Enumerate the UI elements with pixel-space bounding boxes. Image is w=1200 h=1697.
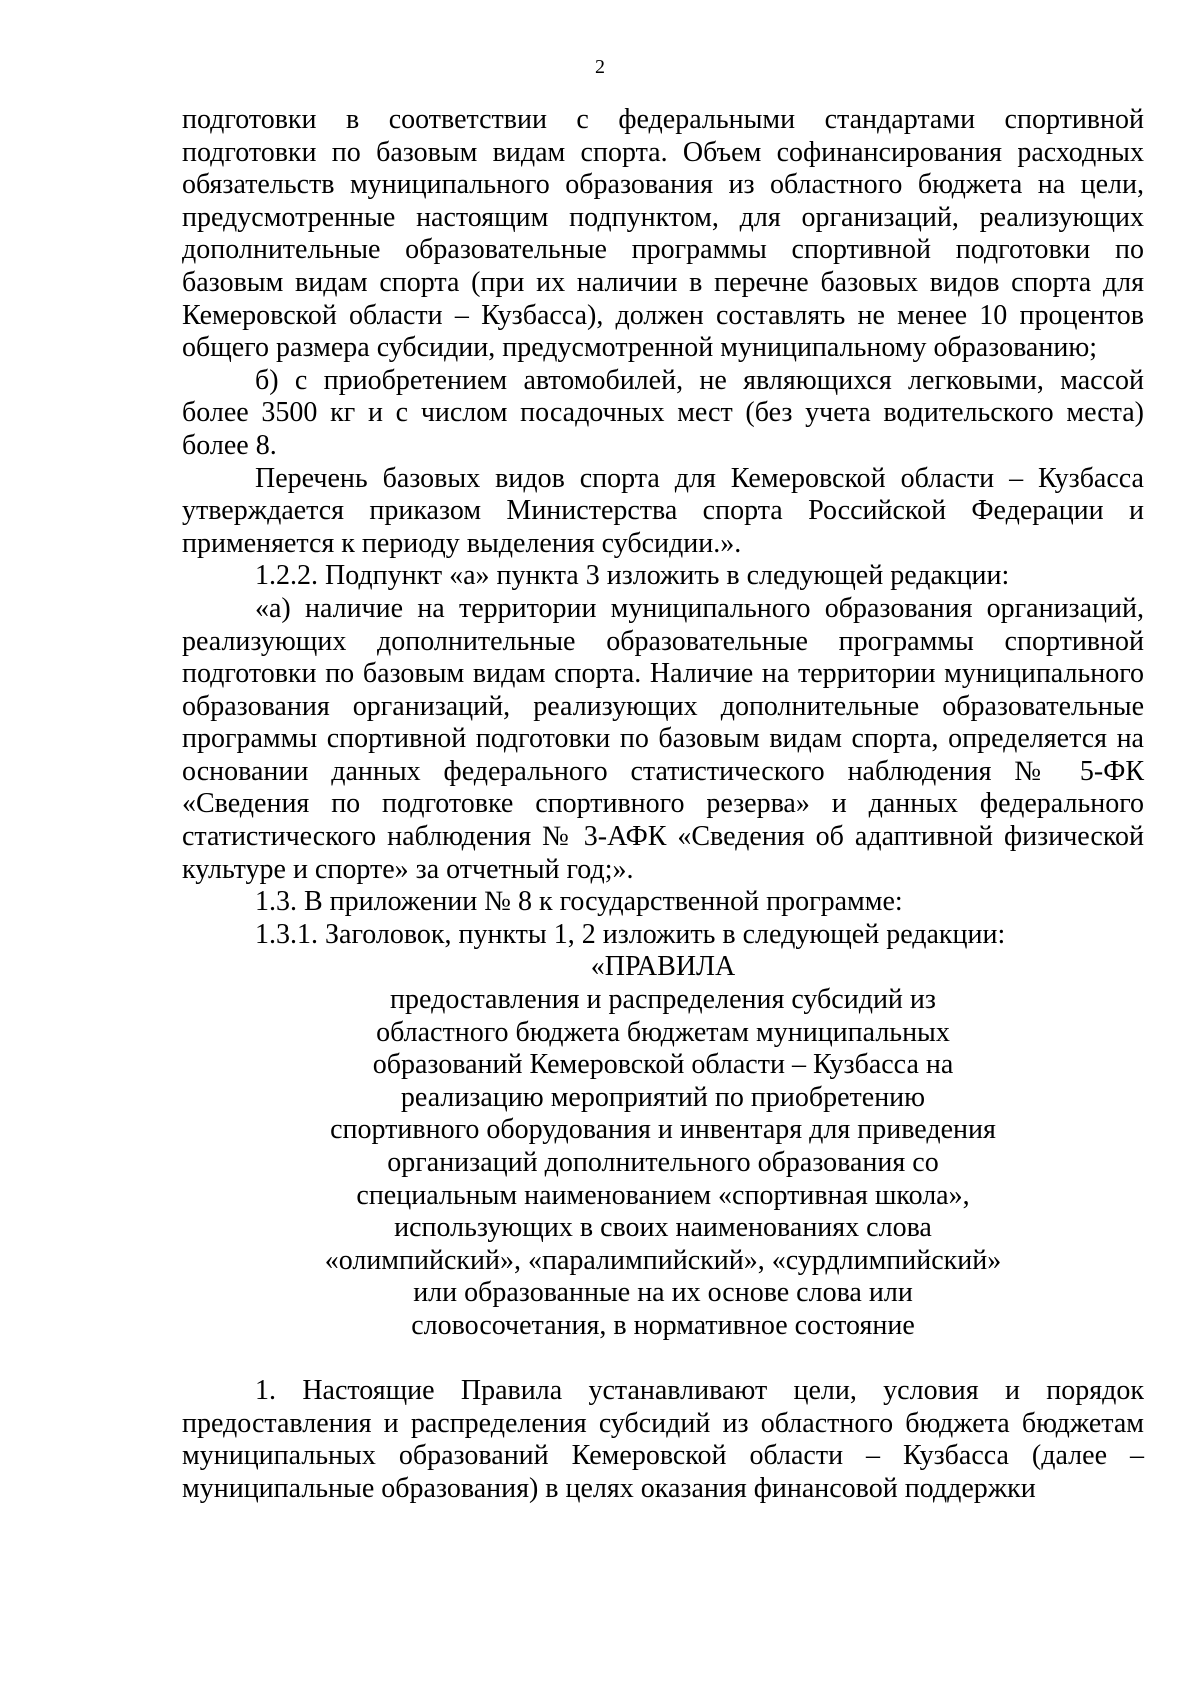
rules-heading-line: организаций дополнительного образования со <box>387 1147 939 1178</box>
paragraph-continuation: подготовки в соответствии с федеральными стандартами спортивной подготовки по базовым видам спорта. Объем софинансирования расходных обязательств муниципального образования из областного бюджета на цели, предусмотренные настоящим подпунктом, для организаций, реализующих дополнительные образовательные программы спортивной подготовки по базовым видам спорта (при их наличии в перечне базовых видов спорта для Кемеровской области – Кузбасса), должен составлять не менее 10 процентов общего размера субсидии, предусмотренной муниципальному образованию; <box>182 104 1144 364</box>
document-body <box>182 104 1144 1506</box>
rules-heading-line: словосочетания, в нормативное состояние <box>411 1309 915 1341</box>
rules-heading-line: использующих в своих наименованиях слова <box>394 1212 932 1244</box>
rules-heading-line: реализацию мероприятий по приобретению <box>400 1081 926 1113</box>
rules-heading-line: специальным наименованием «спортивная школа», <box>356 1179 970 1211</box>
blank-line-spacer <box>182 1343 1144 1376</box>
rules-heading-line: «олимпийский», «паралимпийский», «сурдлимпийский» <box>324 1244 1002 1276</box>
paragraph-amendment-1-2-2: 1.2.2. Подпункт «а» пункта 3 изложить в следующей редакции: <box>255 560 1010 592</box>
paragraph-amendment-1-3: 1.3. В приложении № 8 к государственной программе: <box>255 886 903 918</box>
paragraph-base-sports-list: Перечень базовых видов спорта для Кемеровской области – Кузбасса утверждается приказом Министерства спорта Российской Федерации и применяется к периоду выделения субсидии.». <box>182 462 1144 559</box>
rules-heading-line: «ПРАВИЛА <box>590 951 736 983</box>
paragraph-item-b: б) с приобретением автомобилей, не являющихся легковыми, массой более 3500 кг и с числом посадочных мест (без учета водительского места) более 8. <box>182 364 1144 461</box>
rules-heading-line: образований Кемеровской области – Кузбасса на <box>372 1049 954 1081</box>
rules-heading-line: или образованные на их основе слова или <box>413 1277 913 1309</box>
paragraph-rules-item-1: 1. Настоящие Правила устанавливают цели, условия и порядок предоставления и распределения субсидий из областного бюджета бюджетам муниципальных образований Кемеровской области – Кузбасса (далее – муниципальные образования) в целях оказания финансовой поддержки <box>182 1375 1144 1504</box>
paragraph-amendment-1-3-1: 1.3.1. Заголовок, пункты 1, 2 изложить в следующей редакции: <box>255 918 1006 950</box>
page-number: 2 <box>595 56 605 78</box>
rules-heading-line: предоставления и распределения субсидий из <box>390 984 936 1016</box>
rules-heading-line: областного бюджета бюджетам муниципальных <box>376 1016 950 1048</box>
rules-heading <box>182 951 1144 1342</box>
rules-heading-line: спортивного оборудования и инвентаря для приведения <box>330 1114 996 1146</box>
paragraph-item-a: «а) наличие на территории муниципального образования организаций, реализующих дополнительные образовательные программы спортивной подготовки по базовым видам спорта. Наличие на территории муниципального образования организаций, реализующих дополнительные образовательные программы спортивной подготовки по базовым видам спорта, определяется на основании данных федерального статистического наблюдения № 5-ФК «Сведения по подготовке спортивного резерва» и данных федерального статистического наблюдения № 3-АФК «Сведения об адаптивной физической культуре и спорте» за отчетный год;». <box>182 592 1144 885</box>
